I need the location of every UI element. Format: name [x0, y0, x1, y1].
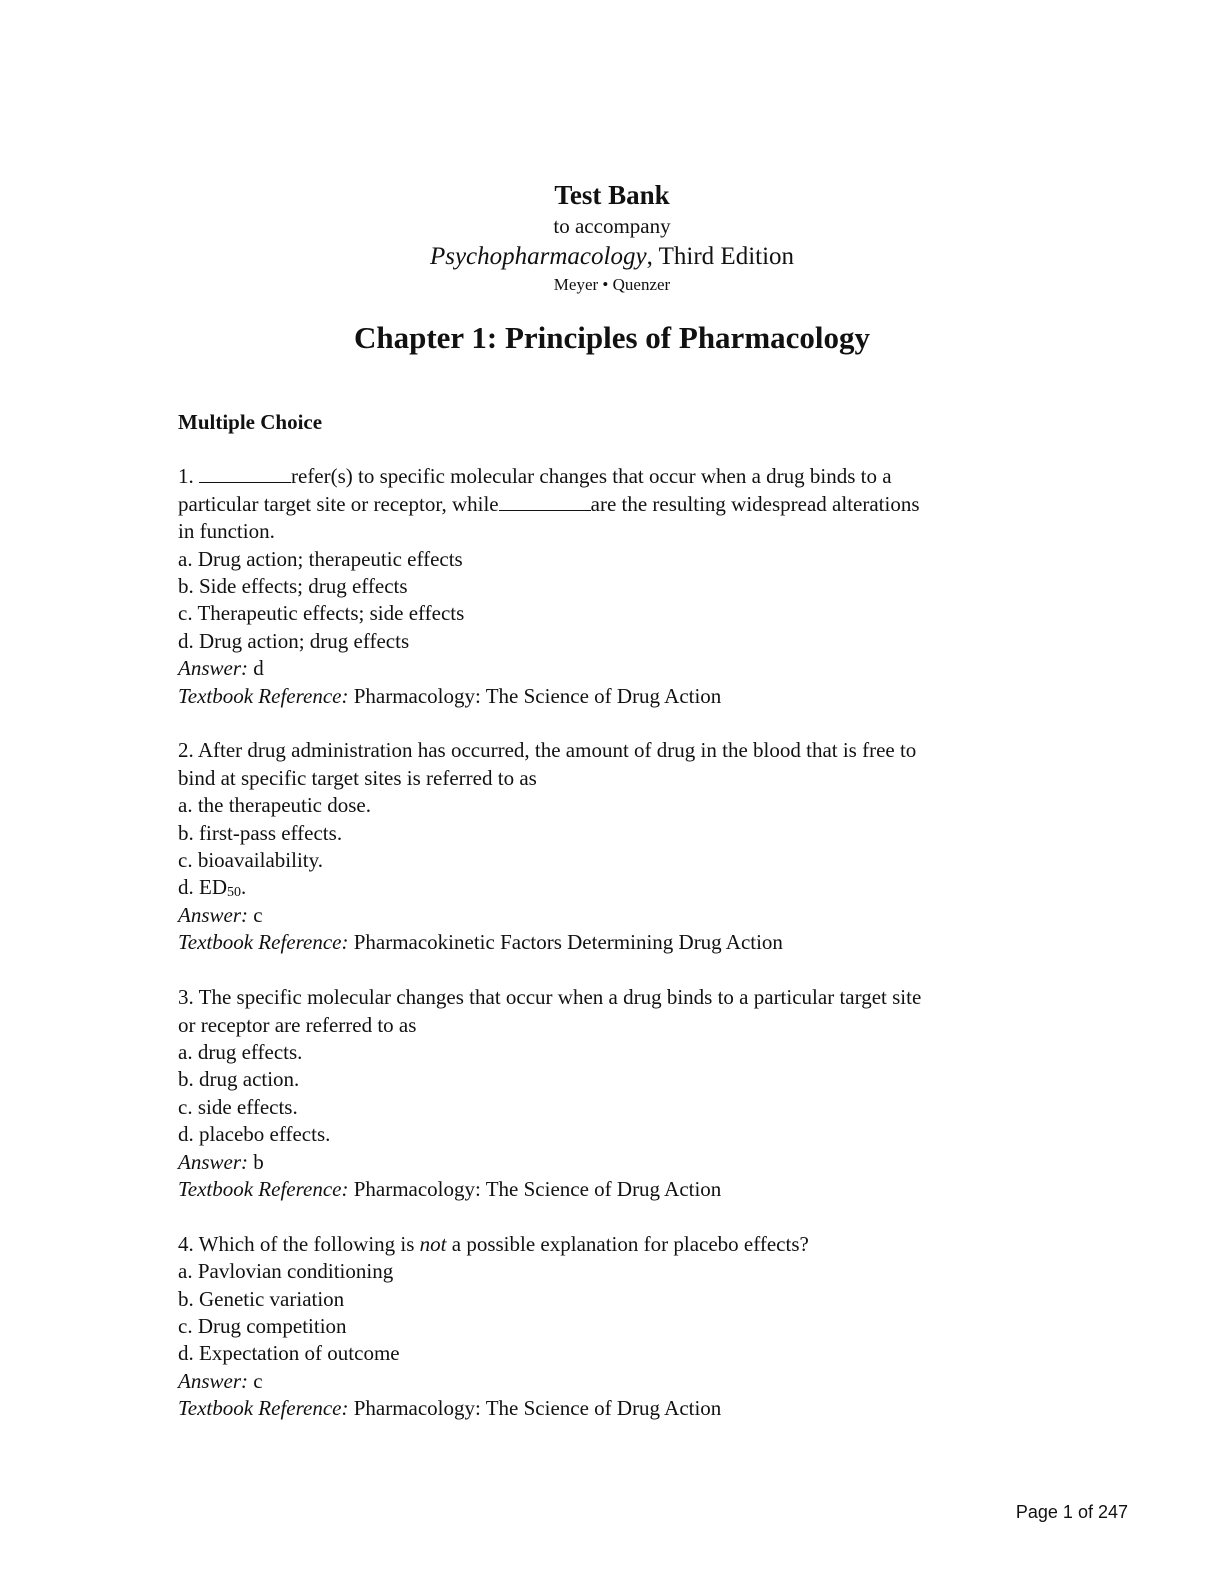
answer-option: b. Genetic variation — [178, 1286, 345, 1311]
option-subscript: 50 — [227, 885, 241, 901]
answer-option — [178, 874, 1028, 901]
fill-in-blank — [499, 491, 591, 511]
test-bank-title: Test Bank — [554, 180, 670, 210]
question-stem: are the resulting widespread alterations — [590, 491, 920, 516]
document-header — [0, 178, 1224, 297]
answer-option: b. first-pass effects. — [178, 820, 343, 845]
answer-option: a. Pavlovian conditioning — [178, 1259, 394, 1284]
question-stem: or receptor are referred to as — [178, 1012, 417, 1037]
answer-label: Answer: — [178, 656, 248, 681]
answer-option: b. drug action. — [178, 1067, 300, 1092]
reference-label: Textbook Reference: — [178, 1176, 349, 1201]
answer-option: a. Drug action; therapeutic effects — [178, 546, 463, 571]
answer-value: d — [253, 656, 264, 681]
answer-line — [178, 655, 1028, 682]
section-heading: Multiple Choice — [178, 410, 323, 434]
answer-option: d. Expectation of outcome — [178, 1341, 400, 1366]
option-text: . — [241, 875, 247, 900]
answer-option: d. Drug action; drug effects — [178, 628, 410, 653]
question-stem: in function. — [178, 519, 275, 544]
question-stem: particular target site or receptor, while — [178, 491, 499, 516]
page-number: Page 1 of 247 — [1015, 1502, 1128, 1522]
authors: Meyer • Quenzer — [553, 275, 671, 294]
option-text: d. ED — [178, 875, 227, 900]
question-1 — [178, 463, 1028, 710]
question-stem-line — [178, 463, 1028, 490]
question-list — [178, 409, 1028, 1450]
answer-option: c. Drug competition — [178, 1313, 347, 1338]
answer-option: a. the therapeutic dose. — [178, 793, 371, 818]
reference-label: Textbook Reference: — [178, 930, 349, 955]
answer-label: Answer: — [178, 1149, 248, 1174]
answer-option: c. side effects. — [178, 1094, 298, 1119]
answer-option: c. bioavailability. — [178, 848, 324, 873]
chapter-title: Chapter 1: Principles of Pharmacology — [353, 320, 871, 355]
header-subtitle: to accompany — [553, 214, 671, 238]
question-stem: 3. The specific molecular changes that occur when a drug binds to a particular target site — [178, 985, 922, 1010]
answer-option: a. drug effects. — [178, 1039, 303, 1064]
question-number: 1. — [178, 464, 194, 489]
reference-value: Pharmacology: The Science of Drug Action — [353, 683, 722, 708]
reference-line — [178, 683, 1028, 710]
answer-line — [178, 902, 1028, 929]
reference-line — [178, 929, 1028, 956]
answer-option: b. Side effects; drug effects — [178, 574, 408, 599]
question-2 — [178, 737, 1028, 956]
answer-line — [178, 1149, 1028, 1176]
question-stem: 4. Which of the following is — [178, 1231, 420, 1256]
answer-line — [178, 1368, 1028, 1395]
reference-value: Pharmacology: The Science of Drug Action — [353, 1396, 722, 1421]
reference-line — [178, 1176, 1028, 1203]
question-stem: bind at specific target sites is referred to as — [178, 765, 537, 790]
question-emphasis: not — [419, 1231, 447, 1256]
reference-label: Textbook Reference: — [178, 683, 349, 708]
fill-in-blank — [199, 463, 291, 483]
question-4 — [178, 1231, 1028, 1423]
answer-value: b — [253, 1149, 264, 1174]
question-3 — [178, 984, 1028, 1203]
answer-option: d. placebo effects. — [178, 1122, 331, 1147]
answer-value: c — [253, 902, 263, 927]
book-title-line — [0, 240, 1224, 273]
question-stem-line — [178, 1231, 1028, 1258]
answer-option: c. Therapeutic effects; side effects — [178, 601, 465, 626]
reference-line — [178, 1395, 1028, 1422]
reference-value: Pharmacology: The Science of Drug Action — [353, 1176, 722, 1201]
reference-value: Pharmacokinetic Factors Determining Drug Action — [353, 930, 783, 955]
reference-label: Textbook Reference: — [178, 1396, 349, 1421]
question-stem-line — [178, 491, 1028, 518]
book-title: Psychopharmacology — [429, 243, 647, 270]
question-stem: a possible explanation for placebo effects? — [446, 1231, 809, 1256]
answer-value: c — [253, 1368, 263, 1393]
answer-label: Answer: — [178, 902, 248, 927]
question-stem: 2. After drug administration has occurred, the amount of drug in the blood that is free to — [178, 738, 917, 763]
book-edition: , Third Edition — [646, 243, 795, 270]
answer-label: Answer: — [178, 1368, 248, 1393]
question-stem: refer(s) to specific molecular changes that occur when a drug binds to a — [291, 464, 892, 489]
